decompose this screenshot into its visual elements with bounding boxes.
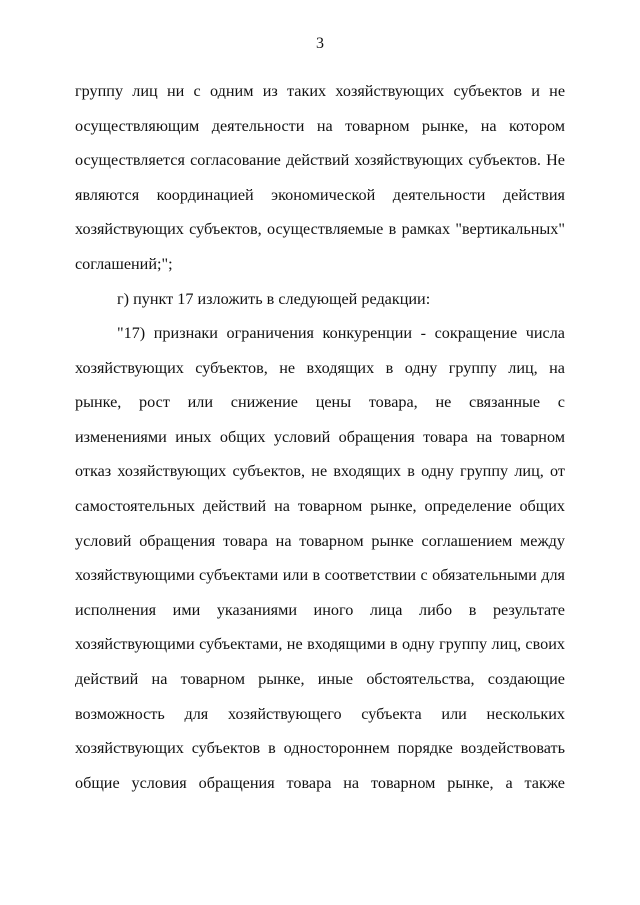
text-line: хозяйствующих субъектов, осуществляемые в рамках "вертикальных" [75, 220, 565, 239]
text-line: осуществляется согласование действий хозяйствующих субъектов. Не [75, 151, 565, 170]
text-line: соглашений;"; [75, 254, 173, 273]
paragraph-3 [75, 316, 565, 800]
paragraph-1 [75, 74, 565, 282]
page-number: 3 [316, 35, 324, 52]
text-line: возможность для хозяйствующего субъекта или нескольких [75, 704, 565, 723]
text-line: исполнения ими указаниями иного лица либо в результате [75, 600, 565, 619]
text-line: изменениями иных общих условий обращения товара на товарном [75, 427, 565, 446]
text-line: хозяйствующих субъектов, не входящих в одну группу лиц, на [75, 358, 565, 377]
text-line: действий на товарном рынке, иные обстоятельства, создающие [75, 669, 565, 688]
text-line: хозяйствующими субъектами, не входящими в одну группу лиц, своих [75, 635, 565, 654]
document-body [75, 74, 565, 800]
text-line: условий обращения товара на товарном рынке соглашением между [75, 531, 565, 550]
text-line: хозяйствующих субъектов в одностороннем порядке воздействовать [75, 739, 565, 758]
text-line: самостоятельных действий на товарном рынке, определение общих [75, 496, 565, 515]
text-line: являются координацией экономической деятельности действия [75, 185, 565, 204]
text-line: осуществляющим деятельности на товарном рынке, на котором [75, 116, 565, 135]
text-line: "17) признаки ограничения конкуренции - сокращение числа [117, 323, 565, 342]
text-line: отказ хозяйствующих субъектов, не входящих в одну группу лиц, от [75, 462, 565, 481]
text-line: рынке, рост или снижение цены товара, не связанные с [75, 393, 565, 412]
text-line: группу лиц ни с одним из таких хозяйствующих субъектов и не [75, 82, 565, 100]
text-line: хозяйствующими субъектами или в соответствии с обязательными для [75, 566, 565, 585]
text-line: общие условия обращения товара на товарном рынке, а также [75, 773, 565, 792]
text-line: г) пункт 17 изложить в следующей редакции: [117, 289, 431, 308]
